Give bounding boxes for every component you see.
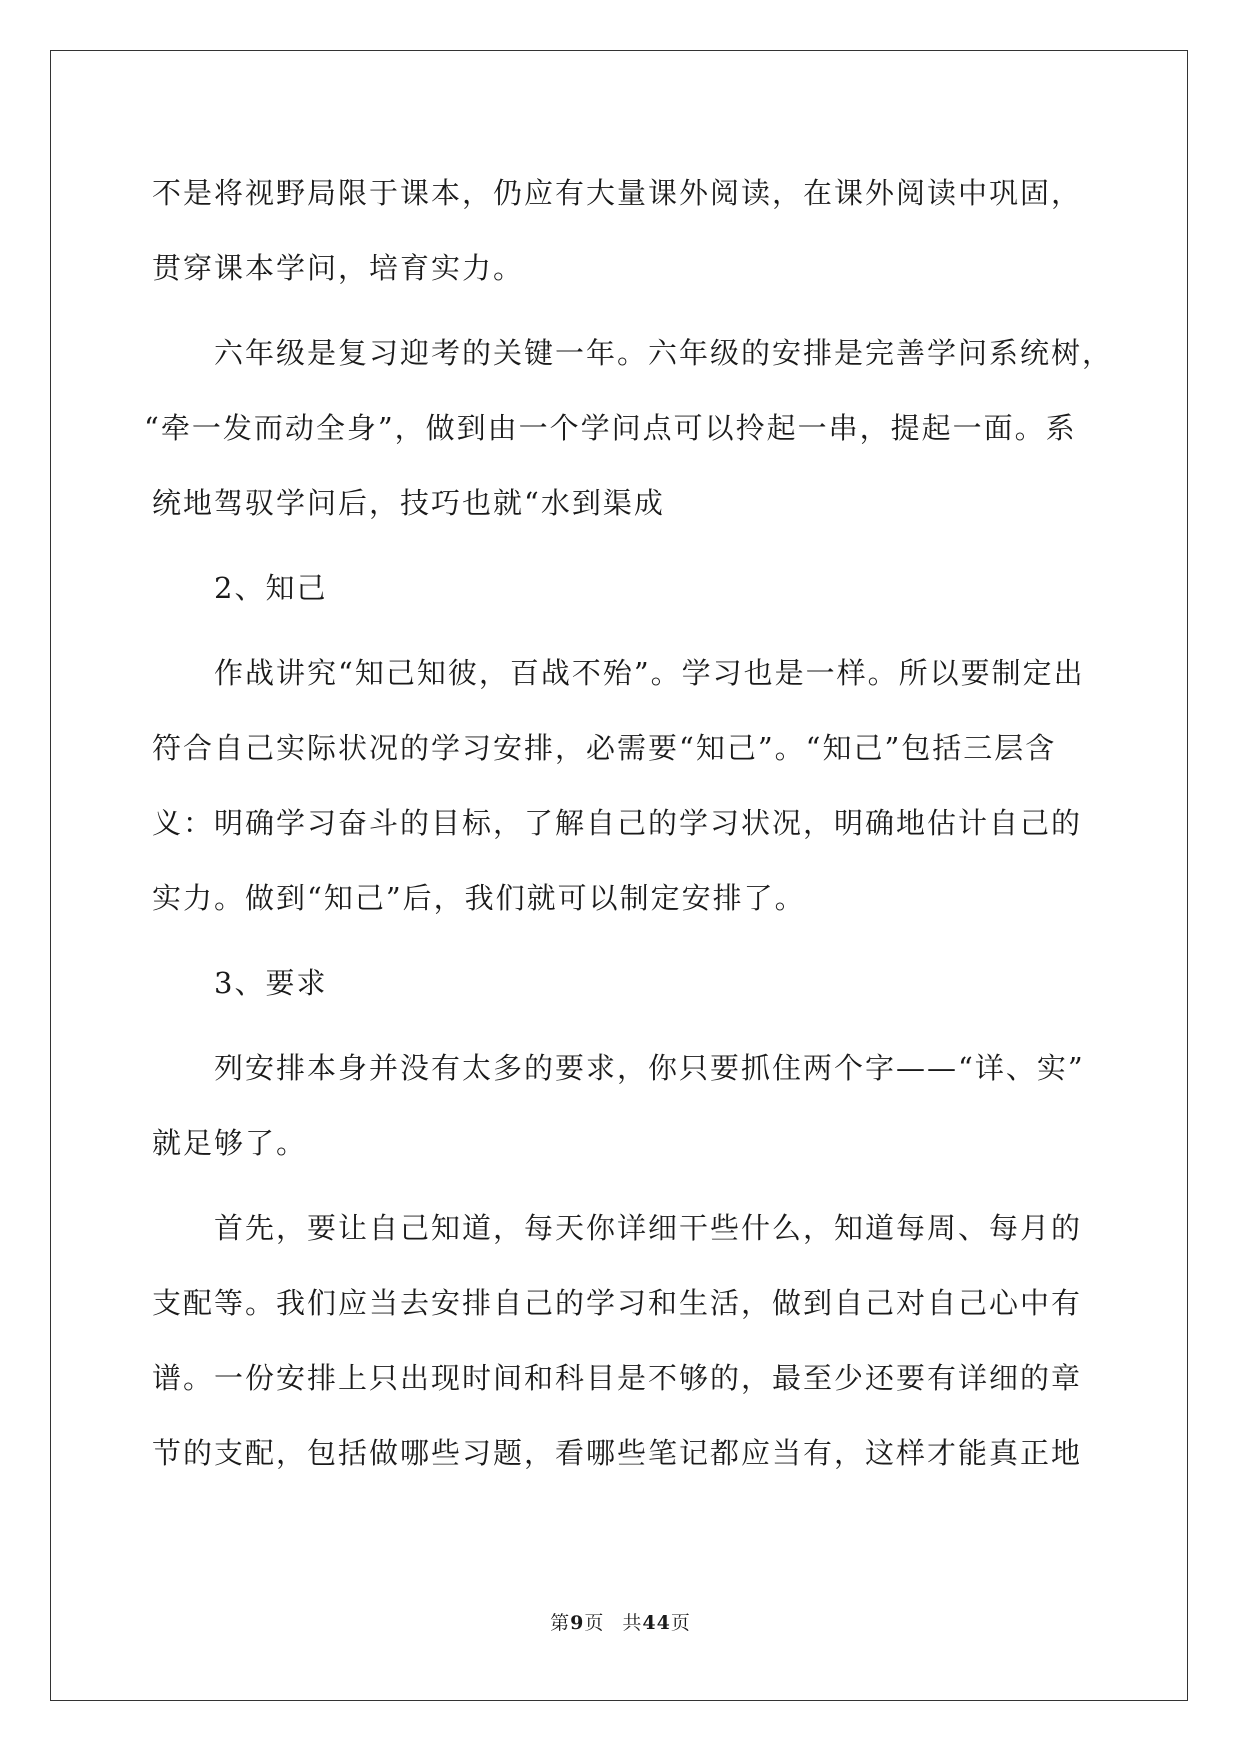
text-line: 符合自己实际状况的学习安排，必需要“知己”。“知己”包括三层含: [152, 731, 1057, 765]
footer-prefix: 第: [550, 1612, 571, 1634]
text-line: 六年级是复习迎考的关键一年。六年级的安排是完善学问系统树，: [214, 336, 1114, 370]
paragraph-grade-six: [144, 316, 1114, 541]
text-line: 首先，要让自己知道，每天你详细干些什么，知道每周、每月的: [214, 1211, 1083, 1245]
text-line: 贯穿课本学问，培育实力。: [152, 251, 525, 285]
text-line: 统地驾驭学问后，技巧也就“水到渠成: [152, 486, 665, 520]
text-line: 节的支配，包括做哪些习题，看哪些笔记都应当有，这样才能真正地: [152, 1436, 1083, 1470]
paragraph-first: [152, 1191, 1092, 1491]
paragraph-know-yourself: [152, 636, 1092, 936]
text-line: 谱。一份安排上只出现时间和科目是不够的，最至少还要有详细的章: [152, 1361, 1083, 1395]
paragraph-continuation: [152, 156, 1092, 306]
text-line: 3、要求: [214, 966, 328, 1000]
text-line: 2、知己: [214, 571, 328, 605]
text-line: 不是将视野局限于课本，仍应有大量课外阅读，在课外阅读中巩固，: [152, 176, 1083, 210]
text-line: 义：明确学习奋斗的目标，了解自己的学习状况，明确地估计自己的: [152, 806, 1083, 840]
document-body: [144, 156, 1114, 1501]
page-footer: [0, 1608, 1241, 1635]
footer-page-suffix: 页: [584, 1612, 605, 1634]
paragraph-requirements: [152, 1031, 1092, 1181]
text-line: 实力。做到“知己”后，我们就可以制定安排了。: [152, 881, 806, 915]
footer-total-prefix: 共: [622, 1612, 643, 1634]
total-pages: 44: [642, 1612, 671, 1634]
text-line: 列安排本身并没有太多的要求，你只要抓住两个字——“详、实”: [214, 1051, 1085, 1085]
text-line: “牵一发而动全身”，做到由一个学问点可以拎起一串，提起一面。系: [144, 411, 1077, 445]
section-heading-requirements: [152, 946, 1092, 1021]
footer-total-suffix: 页: [670, 1612, 691, 1634]
page-number: 9: [570, 1612, 585, 1634]
text-line: 作战讲究“知己知彼，百战不殆”。学习也是一样。所以要制定出: [214, 656, 1085, 690]
text-line: 支配等。我们应当去安排自己的学习和生活，做到自己对自己心中有: [152, 1286, 1083, 1320]
text-line: 就足够了。: [152, 1126, 308, 1160]
section-heading-know-yourself: [152, 551, 1092, 626]
